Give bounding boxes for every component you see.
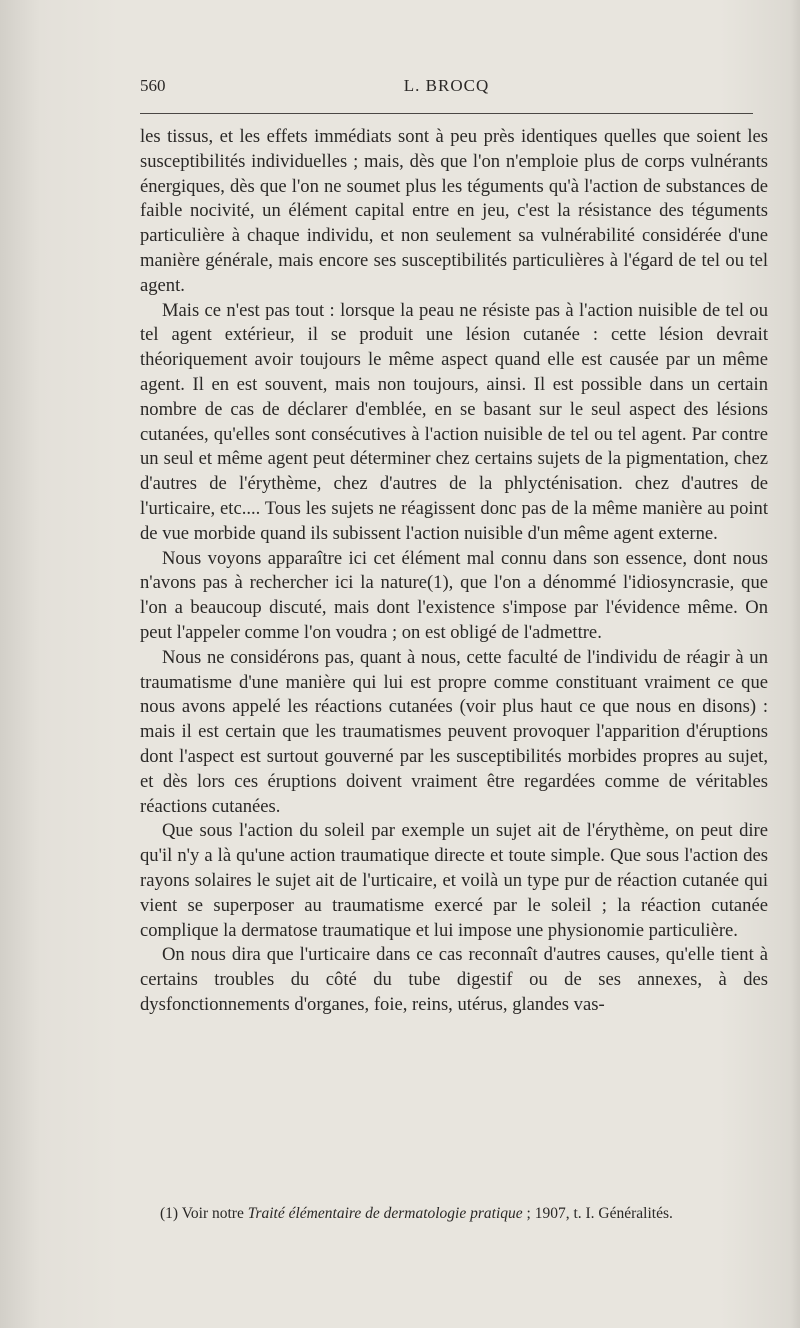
paragraph: Que sous l'action du soleil par exemple un sujet ait de l'érythème, on peut dire qu'il n'y a là qu'une action traumatique directe et toute simple. Que sous l'action des rayons solaires le sujet ait de l'urticaire, et voilà un type pur de réaction cutanée qui vient se superposer au traumatisme exercé par le soleil ; la réaction cutanée complique la dermatose traumatique et lui impose une physionomie particulière. <box>140 820 768 941</box>
footnote-lead: Voir notre <box>181 1205 244 1222</box>
footnote <box>160 1204 770 1224</box>
running-head: L. BROCQ <box>403 76 490 95</box>
footnote-tail: ; 1907, t. I. Généralités. <box>526 1205 673 1222</box>
paragraph: Nous voyons apparaître ici cet élément mal connu dans son essence, dont nous n'avons pas à rechercher ici la nature(1), que l'on a dénommé l'idiosyncrasie, que l'on a beaucoup discuté, mais dont l'existence s'impose par l'évidence même. On peut l'appeler comme l'on voudra ; on est obligé de l'admettre. <box>140 547 768 643</box>
page-header <box>140 76 753 102</box>
footnote-title: Traité élémentaire de dermatologie pratique <box>247 1205 523 1222</box>
footnote-marker: (1) <box>160 1205 179 1222</box>
body-text <box>140 125 768 1018</box>
paragraph: Nous ne considérons pas, quant à nous, cette faculté de l'individu de réagir à un traumatisme d'une manière qui lui est propre comme constituant vraiment ce que nous avons appelé les réactions cutanées (voir plus haut ce que nous en disons) : mais il est certain que les traumatismes peuvent provoquer l'apparition d'éruptions dont l'aspect est surtout gouverné par les susceptibilités morbides propres au sujet, et dès lors ces éruptions doivent vraiment être regardées comme de véritables réactions cutanées. <box>140 646 768 817</box>
paragraph: les tissus, et les effets immédiats sont à peu près identiques quelles que soient les susceptibilités individuelles ; mais, dès que l'on n'emploie plus de corps vulnérants énergiques, dès que l'on ne soumet plus les téguments qu'à l'action de substances de faible nocivité, un élément capital entre en jeu, c'est la résistance des téguments particulière à chaque individu, et non seulement sa vulnérabilité considérée d'une manière générale, mais encore ses susceptibilités particulières à l'égard de tel ou tel agent. <box>140 126 768 296</box>
page-number: 560 <box>140 76 166 95</box>
paragraph: Mais ce n'est pas tout : lorsque la peau ne résiste pas à l'action nuisible de tel ou tel agent extérieur, il se produit une lésion cutanée : cette lésion devrait théoriquement avoir toujours le même aspect quand elle est causée par un même agent. Il en est souvent, mais non toujours, ainsi. Il est possible dans un certain nombre de cas de déclarer d'emblée, en se basant sur le seul aspect des lésions cutanées, qu'elles sont consécutives à l'action nuisible de tel ou tel agent. Par contre un seul et même agent peut déterminer chez certains sujets de la pigmentation, chez d'autres de l'érythème, chez d'autres de la phlycténisation. chez d'autres de l'urticaire, etc.... Tous les sujets ne réagissent donc pas de la même manière au point de vue morbide quand ils subissent l'action nuisible d'un même agent externe. <box>140 299 768 544</box>
header-rule <box>140 113 753 114</box>
paragraph: On nous dira que l'urticaire dans ce cas reconnaît d'autres causes, qu'elle tient à certains troubles du côté du tube digestif ou de ses annexes, à des dysfonctionnements d'organes, foie, reins, utérus, glandes vas- <box>140 944 768 1015</box>
